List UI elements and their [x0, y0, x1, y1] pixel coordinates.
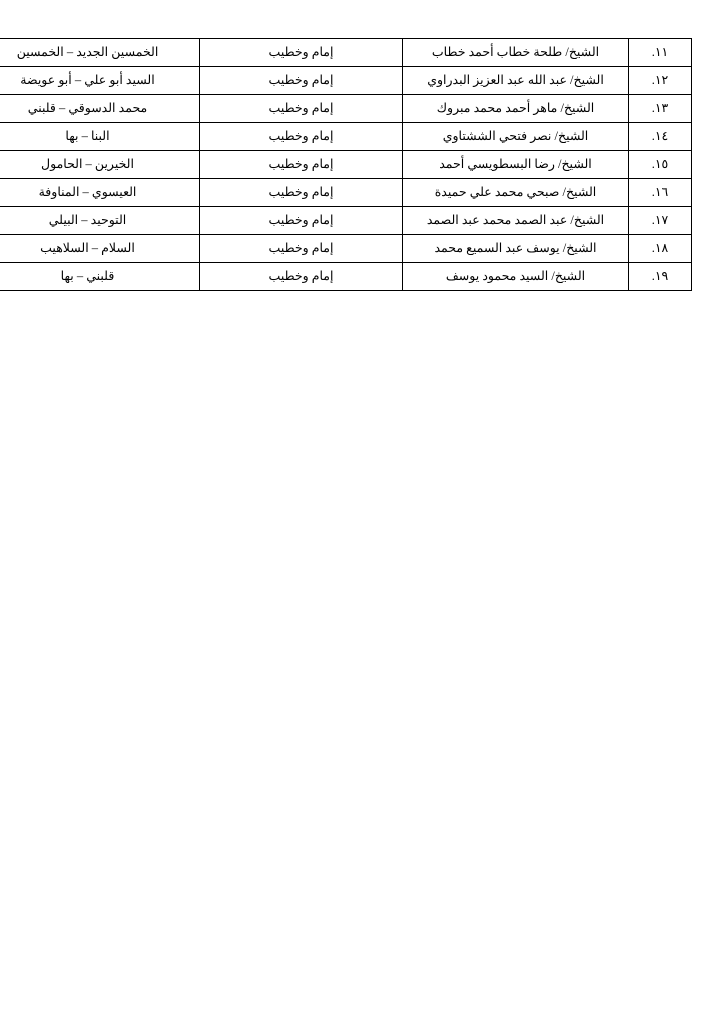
imam-name: الشيخ/ ماهر أحمد محمد مبروك	[403, 95, 629, 123]
mosque-name: السيد أبو علي – أبو عويضة	[0, 67, 200, 95]
mosque-name: الخمسين الجديد – الخمسين	[0, 39, 200, 67]
table-body	[0, 39, 692, 291]
table-row	[0, 67, 692, 95]
mosque-name: البنا – بها	[0, 123, 200, 151]
imam-role: إمام وخطيب	[200, 39, 403, 67]
imam-name: الشيخ/ عبد الله عبد العزيز البدراوي	[403, 67, 629, 95]
imam-name: الشيخ/ نصر فتحي الششتاوي	[403, 123, 629, 151]
imam-role: إمام وخطيب	[200, 95, 403, 123]
row-number: ١٢.	[629, 67, 692, 95]
imam-role: إمام وخطيب	[200, 179, 403, 207]
imam-name: الشيخ/ يوسف عبد السميع محمد	[403, 235, 629, 263]
row-number: ١١.	[629, 39, 692, 67]
mosque-name: العيسوي – المناوفة	[0, 179, 200, 207]
imam-name: الشيخ/ رضا البسطويسي أحمد	[403, 151, 629, 179]
imam-role: إمام وخطيب	[200, 67, 403, 95]
mosque-name: قلبني – بها	[0, 263, 200, 291]
imam-name: الشيخ/ عبد الصمد محمد عبد الصمد	[403, 207, 629, 235]
table-row	[0, 95, 692, 123]
imam-role: إمام وخطيب	[200, 235, 403, 263]
table-row	[0, 207, 692, 235]
imam-roster-table	[0, 38, 692, 291]
table-row	[0, 263, 692, 291]
imam-name: الشيخ/ السيد محمود يوسف	[403, 263, 629, 291]
mosque-name: محمد الدسوقي – قلبني	[0, 95, 200, 123]
imam-name: الشيخ/ صبحي محمد علي حميدة	[403, 179, 629, 207]
row-number: ١٤.	[629, 123, 692, 151]
table-row	[0, 123, 692, 151]
row-number: ١٣.	[629, 95, 692, 123]
row-number: ١٨.	[629, 235, 692, 263]
imam-role: إمام وخطيب	[200, 151, 403, 179]
imam-role: إمام وخطيب	[200, 123, 403, 151]
row-number: ١٧.	[629, 207, 692, 235]
mosque-name: السلام – السلاهيب	[0, 235, 200, 263]
row-number: ١٦.	[629, 179, 692, 207]
table-row	[0, 179, 692, 207]
table-row	[0, 235, 692, 263]
mosque-name: التوحيد – البيلي	[0, 207, 200, 235]
table-row	[0, 39, 692, 67]
imam-role: إمام وخطيب	[200, 207, 403, 235]
mosque-name: الخيرين – الحامول	[0, 151, 200, 179]
table-row	[0, 151, 692, 179]
imam-role: إمام وخطيب	[200, 263, 403, 291]
imam-name: الشيخ/ طلحة خطاب أحمد خطاب	[403, 39, 629, 67]
row-number: ١٩.	[629, 263, 692, 291]
row-number: ١٥.	[629, 151, 692, 179]
